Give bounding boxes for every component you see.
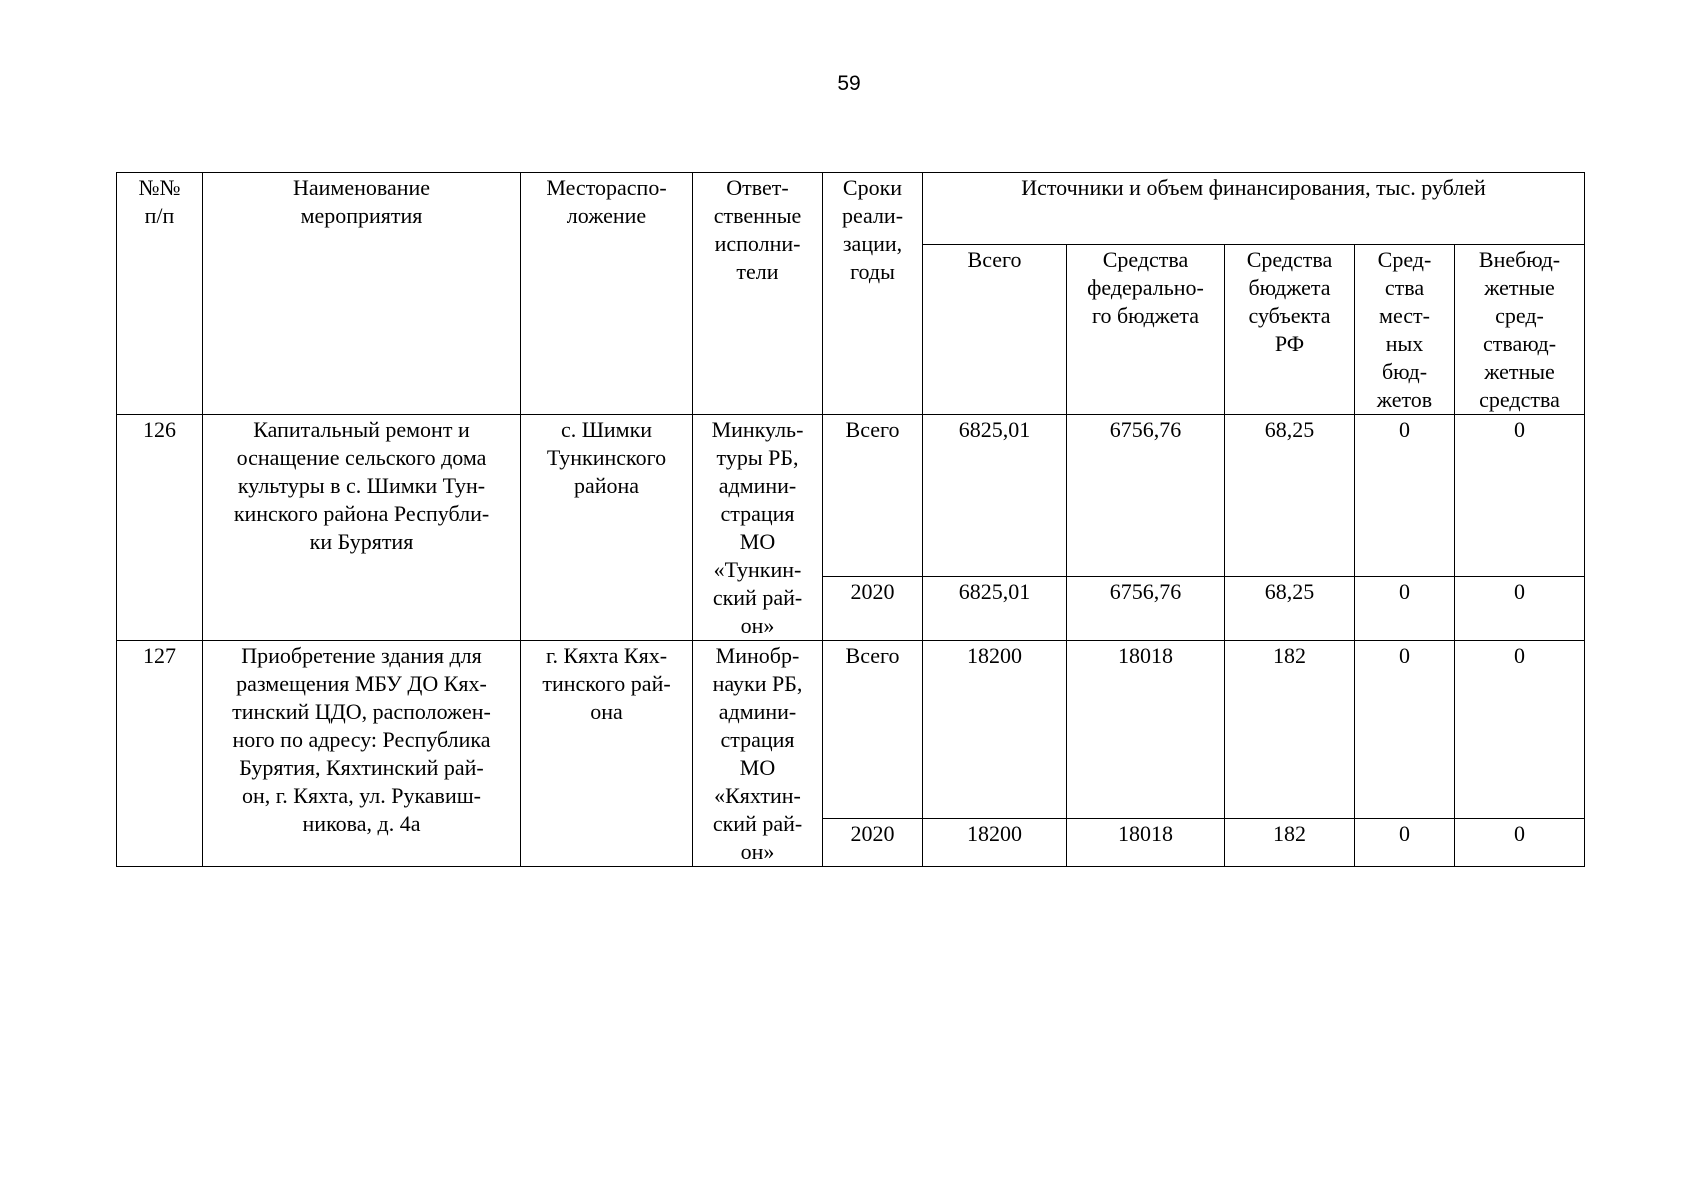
header-total: Всего bbox=[923, 245, 1067, 415]
header-num: №№ п/п bbox=[117, 173, 203, 415]
row-offbudget: 0 bbox=[1455, 415, 1585, 577]
row-total: 6825,01 bbox=[923, 415, 1067, 577]
row-offbudget: 0 bbox=[1455, 576, 1585, 640]
row-term: 2020 bbox=[823, 576, 923, 640]
row-total: 6825,01 bbox=[923, 576, 1067, 640]
row-regional: 182 bbox=[1225, 819, 1355, 867]
row-regional: 68,25 bbox=[1225, 576, 1355, 640]
header-regional: Средства бюджета субъекта РФ bbox=[1225, 245, 1355, 415]
row-number: 126 bbox=[117, 415, 203, 641]
header-name: Наименование мероприятия bbox=[203, 173, 521, 415]
row-offbudget: 0 bbox=[1455, 641, 1585, 819]
header-location: Месторaспо- ложение bbox=[521, 173, 693, 415]
row-local: 0 bbox=[1355, 576, 1455, 640]
row-federal: 6756,76 bbox=[1067, 576, 1225, 640]
row-executors: Минобр- науки РБ, админи- страция МО «Кяхтин- ский рай- он» bbox=[693, 641, 823, 867]
header-funding-sources: Источники и объем финансирования, тыс. рублей bbox=[923, 173, 1585, 245]
header-terms: Сроки реали- зации, годы bbox=[823, 173, 923, 415]
header-local: Сред- ства мест- ных бюд- жетов bbox=[1355, 245, 1455, 415]
row-term: Всего bbox=[823, 641, 923, 819]
header-executors: Ответ- ственные исполни- тели bbox=[693, 173, 823, 415]
header-federal: Средства федерально- го бюджета bbox=[1067, 245, 1225, 415]
row-local: 0 bbox=[1355, 641, 1455, 819]
row-total: 18200 bbox=[923, 641, 1067, 819]
row-regional: 68,25 bbox=[1225, 415, 1355, 577]
row-location: с. Шимки Тункинского района bbox=[521, 415, 693, 641]
row-federal: 6756,76 bbox=[1067, 415, 1225, 577]
table-row bbox=[117, 415, 1585, 577]
table-row bbox=[117, 641, 1585, 819]
row-regional: 182 bbox=[1225, 641, 1355, 819]
row-federal: 18018 bbox=[1067, 819, 1225, 867]
header-row-1 bbox=[117, 173, 1585, 245]
row-executors: Минкуль- туры РБ, админи- страция МО «Тункин- ский рай- он» bbox=[693, 415, 823, 641]
row-term: Всего bbox=[823, 415, 923, 577]
row-total: 18200 bbox=[923, 819, 1067, 867]
row-location: г. Кяхта Кях- тинского рай- она bbox=[521, 641, 693, 867]
row-offbudget: 0 bbox=[1455, 819, 1585, 867]
page-number: 59 bbox=[837, 72, 861, 95]
row-term: 2020 bbox=[823, 819, 923, 867]
funding-table bbox=[116, 172, 1585, 867]
row-local: 0 bbox=[1355, 819, 1455, 867]
row-number: 127 bbox=[117, 641, 203, 867]
row-name: Приобретение здания для размещения МБУ ДО Кях- тинский ЦДО, расположен- ного по адресу: Республика Бурятия, Кяхтинский рай- он, г. Кяхта, ул. Рукавиш- никова, д. 4а bbox=[203, 641, 521, 867]
row-name: Капитальный ремонт и оснащение сельского дома культуры в с. Шимки Тун- кинского района Республи- ки Бурятия bbox=[203, 415, 521, 641]
header-offbudget: Внебюд- жетные сред- стваюд- жетные средства bbox=[1455, 245, 1585, 415]
row-federal: 18018 bbox=[1067, 641, 1225, 819]
row-local: 0 bbox=[1355, 415, 1455, 577]
